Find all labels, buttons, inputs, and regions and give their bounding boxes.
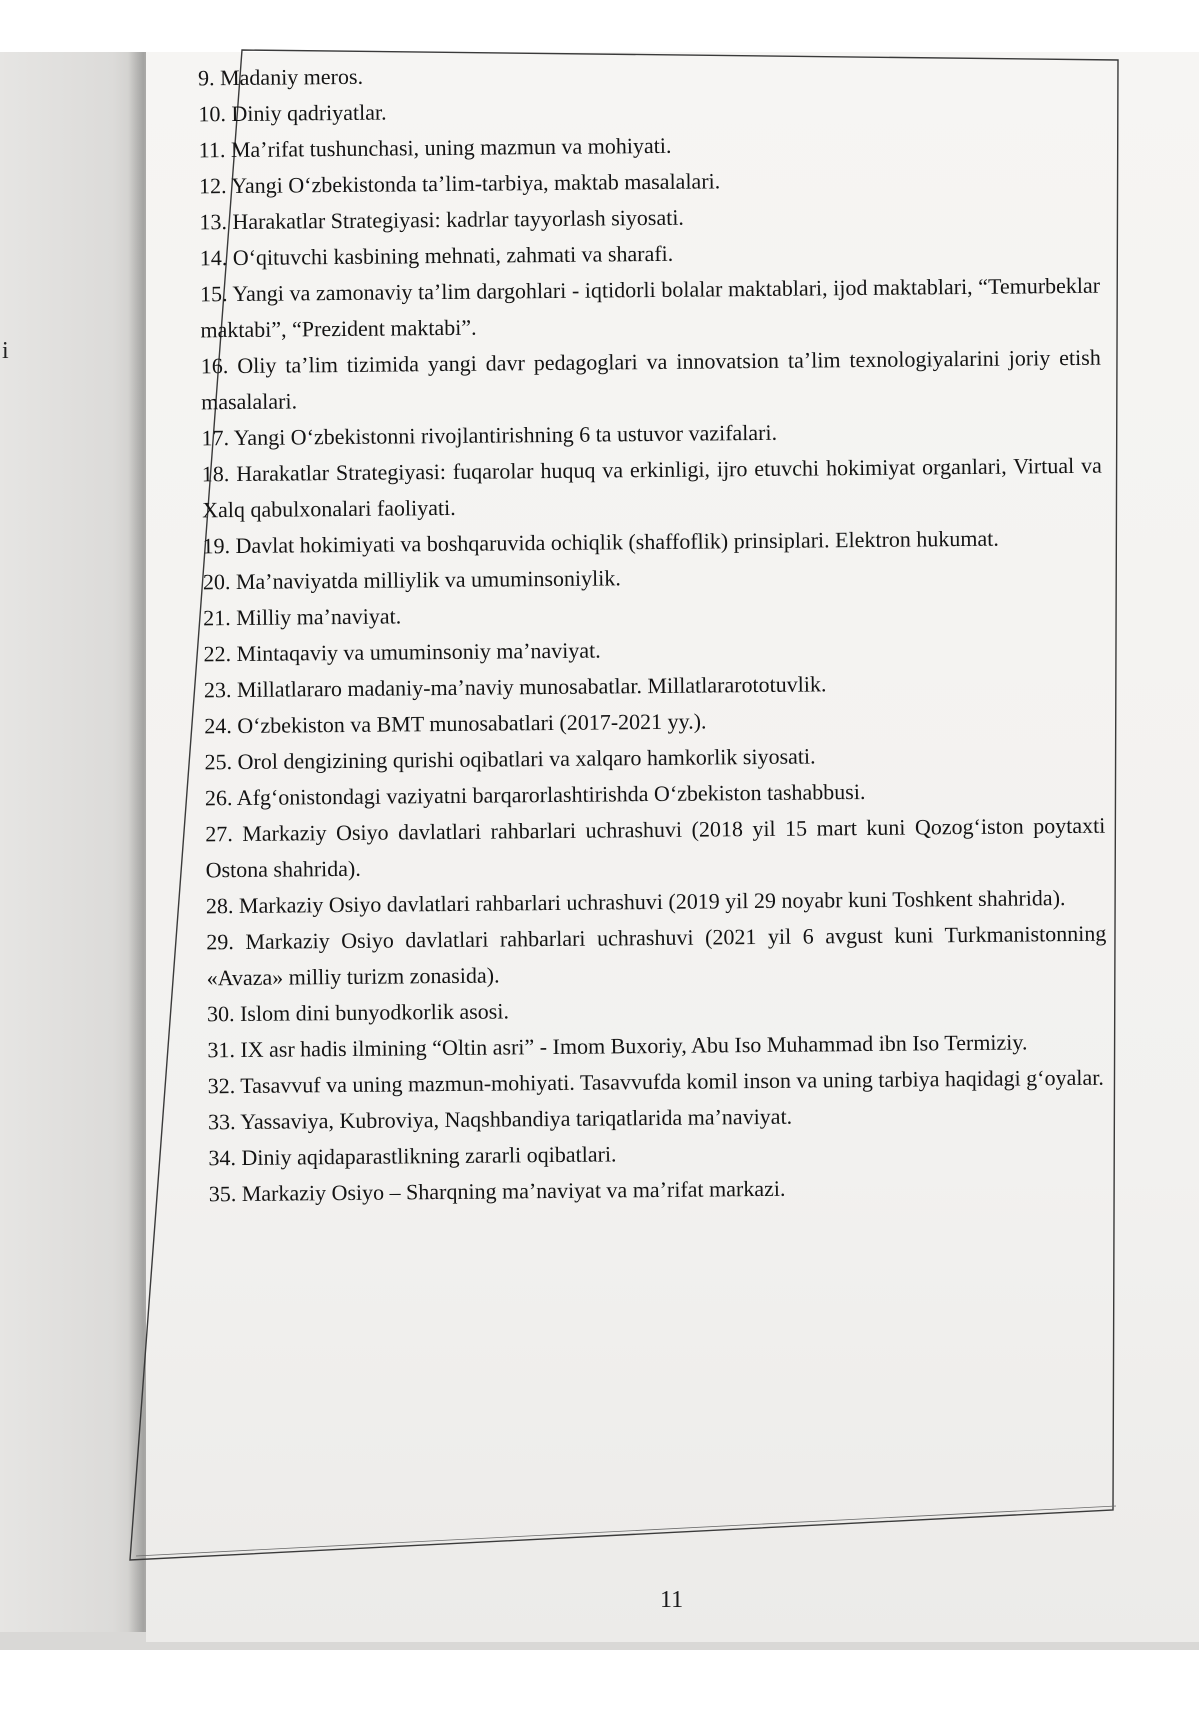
list-item: 11. Ma’rifat tushunchasi, uning mazmun va mohiyati.	[198, 132, 672, 163]
list-item: 12. Yangi O‘zbekistonda ta’lim-tarbiya, maktab masalalari.	[198, 168, 721, 199]
list-item: 21. Milliy ma’naviyat.	[203, 603, 402, 631]
list-item: 15. Yangi va zamonaviy ta’lim dargohlari - iqtidorli bolalar maktablari, ijod maktablari, “Temurbeklar maktabi”, “Prezident maktabi”.	[199, 272, 1101, 343]
list-item: 9. Madaniy meros.	[197, 63, 364, 91]
list-item: 35. Markaziy Osiyo – Sharqning ma’naviyat va ma’rifat markazi.	[208, 1175, 786, 1207]
left-margin-mark: i	[2, 338, 9, 364]
list-item: 13. Harakatlar Strategiyasi: kadrlar tayyorlash siyosati.	[199, 204, 684, 235]
list-item: 34. Diniy aqidaparastlikning zararli oqibatlari.	[208, 1141, 617, 1171]
list-item: 23. Millatlararo madaniy-ma’naviy munosabatlar. Millatlararototuvlik.	[203, 671, 827, 703]
list-item: 28. Markaziy Osiyo davlatlari rahbarlari uchrashuvi (2019 yil 29 noyabr kuni Toshkent shahrida).	[205, 885, 1066, 919]
list-item: 20. Ma’naviyatda milliylik va umuminsoniylik.	[202, 565, 621, 595]
list-item: 25. Orol dengizining qurishi oqibatlari va xalqaro hamkorlik siyosati.	[204, 743, 816, 775]
list-item: 22. Mintaqaviy va umuminsoniy ma’naviyat.	[203, 637, 601, 667]
list-item: 16. Oliy ta’lim tizimida yangi davr pedagoglari va innovatsion ta’lim texnologiyalarini joriy etish masalalari.	[200, 344, 1101, 415]
list-item: 32. Tasavvuf va uning mazmun-mohiyati. Tasavvufda komil inson va uning tarbiya haqidagi g‘oyalar.	[207, 1064, 1104, 1099]
list-item: 33. Yassaviya, Kubroviya, Naqshbandiya tariqatlarida ma’naviyat.	[207, 1103, 793, 1135]
list-item: 10. Diniy qadriyatlar.	[198, 99, 387, 127]
list-item: 18. Harakatlar Strategiyasi: fuqarolar huquq va erkinligi, ijro etuvchi hokimiyat organlari, Virtual va Xalq qabulxonalari faoliyati.	[201, 452, 1102, 523]
question-list	[198, 52, 1112, 1551]
list-item: 14. O‘qituvchi kasbining mehnati, zahmati va sharafi.	[199, 240, 674, 271]
list-item: 29. Markaziy Osiyo davlatlari rahbarlari uchrashuvi (2021 yil 6 avgust kuni Turkmanistonning «Avaza» milliy turizm zonasida).	[206, 920, 1107, 991]
list-item: 31. IX asr hadis ilmining “Oltin asri” - Imom Buxoriy, Abu Iso Muhammad ibn Iso Termiziy.	[207, 1029, 1028, 1063]
list-item: 30. Islom dini bunyodkorlik asosi.	[206, 998, 510, 1027]
page-number: 11	[660, 1587, 684, 1613]
photo-bottom-edge	[0, 1650, 1199, 1713]
list-item: 24. O‘zbekiston va BMT munosabatlari (2017-2021 yy.).	[204, 708, 707, 739]
list-item: 19. Davlat hokimiyati va boshqaruvida ochiqlik (shaffoflik) prinsiplari. Elektron hukumat.	[202, 525, 999, 559]
list-item: 17. Yangi O‘zbekistonni rivojlantirishning 6 ta ustuvor vazifalari.	[201, 419, 778, 451]
list-item: 27. Markaziy Osiyo davlatlari rahbarlari uchrashuvi (2018 yil 15 mart kuni Qozog‘iston poytaxti Ostona shahrida).	[205, 812, 1106, 883]
list-item: 26. Afg‘onistondagi vaziyatni barqarorlashtirishda O‘zbekiston tashabbusi.	[204, 778, 866, 811]
